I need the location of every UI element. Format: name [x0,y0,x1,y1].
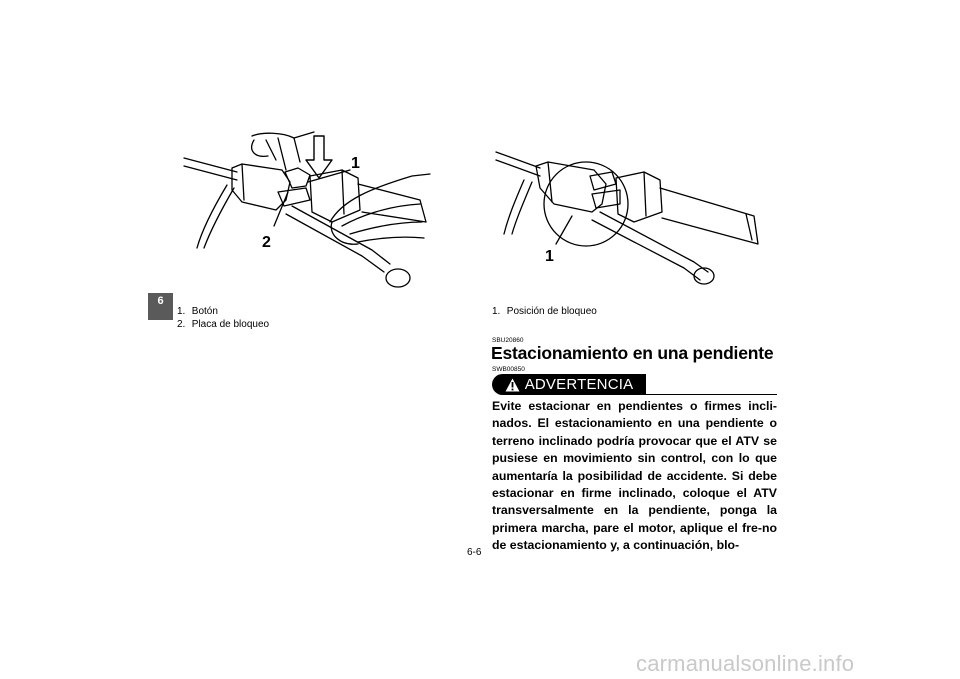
left-caption-item-2: 2. Placa de bloqueo [177,319,270,330]
right-illustration [494,148,784,293]
callout-1-left: 1 [351,155,360,172]
warning-label: ADVERTENCIA [524,376,634,393]
page-number: 6-6 [467,547,482,558]
section-title: Estacionamiento en una pendiente [491,343,774,363]
watermark: carmanualsonline.info [636,651,855,676]
warning-code: SWB00850 [492,366,525,373]
right-caption [492,305,597,318]
warning-icon [505,378,520,392]
callout-1-right: 1 [545,248,554,265]
chapter-tab: 6 [148,293,173,320]
warning-text: Evite estacionar en pendientes o firmes incli-nados. El estacionamiento en una pendiente o terreno inclinado podría provocar que el ATV se pusiese en movimiento sin control, con lo que aumentaría la posibilidad de accidente. Si debe estacionar en firme inclinado, coloque el ATV transversalmente en la pendiente, ponga la primera marcha, pare el motor, aplique el fre-no de estacionamiento y, a continuación, blo- [492,399,777,553]
section-code: SBU20860 [492,337,524,344]
callout-2-left: 2 [262,234,271,251]
warning-banner [492,374,646,395]
warning-rule [646,394,777,395]
left-caption [177,305,269,331]
left-caption-item-1: 1. Botón [177,306,218,317]
left-illustration [182,130,432,295]
right-caption-item-1: 1. Posición de bloqueo [492,306,597,317]
